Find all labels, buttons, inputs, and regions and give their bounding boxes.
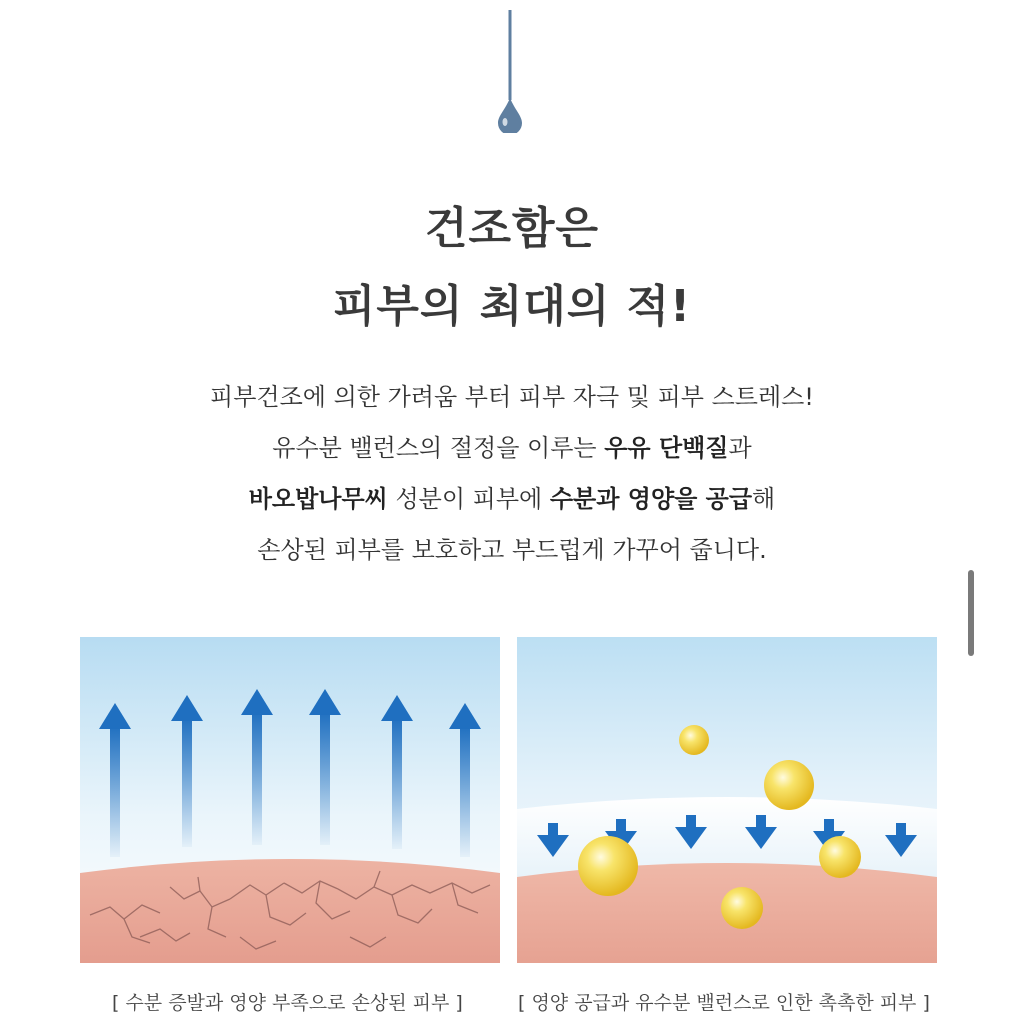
nutrient-bubble-icon <box>578 836 638 896</box>
moist-skin-illustration <box>517 637 937 963</box>
headline-line-1: 건조함은 <box>424 203 599 254</box>
line2-text: 유수분 밸런스의 절정을 이루는 <box>272 434 605 462</box>
water-drop-icon <box>490 8 530 133</box>
nutrient-bubble-icon <box>764 760 814 810</box>
description <box>0 372 1024 576</box>
scrollbar[interactable] <box>968 570 974 656</box>
description-line-4: 손상된 피부를 보호하고 부드럽게 가꾸어 줍니다. <box>257 536 767 564</box>
damaged-skin-caption: [ 수분 증발과 영양 부족으로 손상된 피부 ] <box>112 992 463 1014</box>
moist-skin-caption: [ 영양 공급과 유수분 밸런스로 인한 촉촉한 피부 ] <box>518 992 930 1014</box>
nutrient-bubble-icon <box>679 725 709 755</box>
nutrient-bubble-icon <box>721 887 763 929</box>
description-line-2 <box>0 423 1024 474</box>
description-line-1: 피부건조에 의한 가려움 부터 피부 자극 및 피부 스트레스! <box>210 383 814 411</box>
highlight-baobab-seed: 바오밥나무씨 <box>248 485 388 513</box>
description-line-3 <box>0 474 1024 525</box>
highlight-moisture-nutrition: 수분과 영양을 공급 <box>549 485 753 513</box>
line2-suffix: 과 <box>728 434 752 462</box>
damaged-skin-illustration <box>80 637 500 963</box>
nutrient-bubble-icon <box>819 836 861 878</box>
headline-line-2: 피부의 최대의 적! <box>332 281 692 332</box>
line3-suffix: 해 <box>752 485 776 513</box>
line3-text: 성분이 피부에 <box>387 485 550 513</box>
highlight-milk-protein: 우유 단백질 <box>604 434 729 462</box>
